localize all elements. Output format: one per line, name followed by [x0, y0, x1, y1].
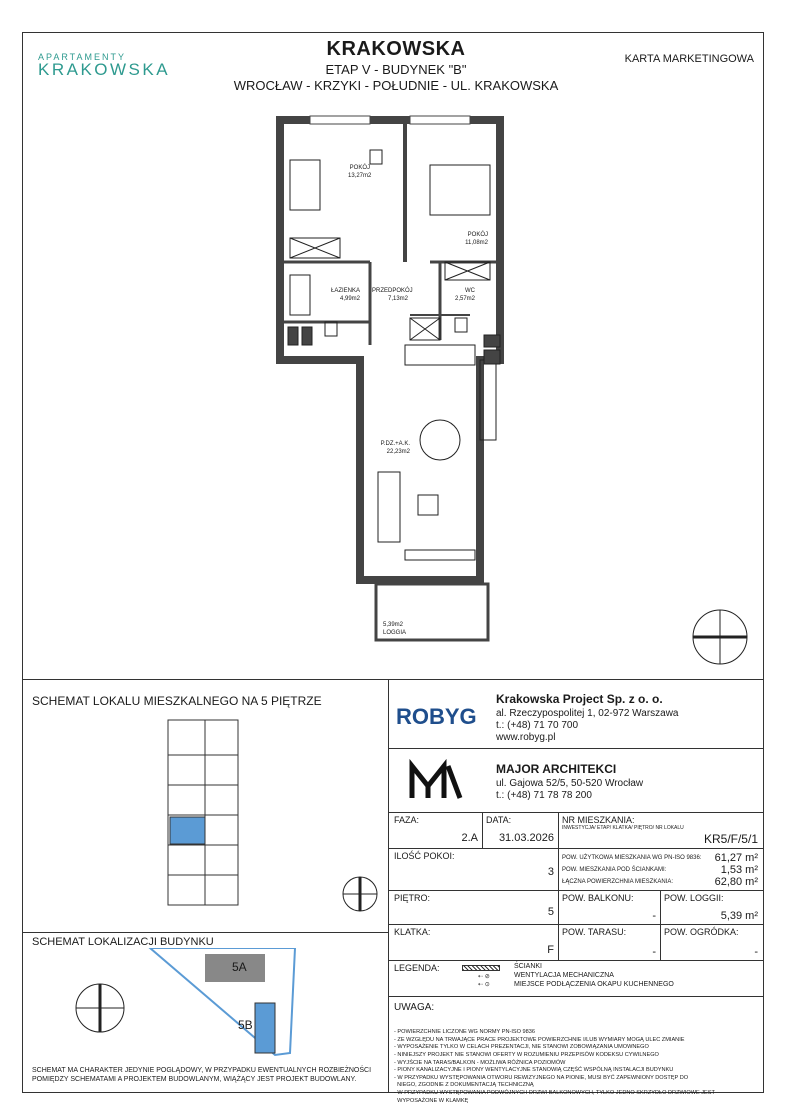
- section-divider: [388, 748, 764, 749]
- building-label-5b: 5B: [238, 1018, 253, 1032]
- legend-item: MIEJSCE PODŁĄCZENIA OKAPU KUCHENNEGO: [514, 981, 674, 988]
- laczna-value: 62,80 m²: [714, 876, 758, 888]
- room-label: ŁAZIENKA 4,99m2: [330, 288, 360, 302]
- pow-sciankami-value: 1,53 m²: [720, 864, 758, 876]
- grid-line: [558, 812, 559, 960]
- company2-address: ul. Gajowa 52/5, 50-520 Wrocław: [496, 778, 644, 789]
- company2-phone: t.: (+48) 71 78 78 200: [496, 790, 592, 801]
- taras-value: -: [652, 946, 656, 958]
- pietro-value: 5: [547, 906, 554, 918]
- logo-krakowska: KRAKOWSKA: [38, 60, 171, 79]
- ilosc-label: ILOŚĆ POKOI:: [394, 851, 455, 861]
- grid-line: [388, 812, 764, 813]
- balkon-label: POW. BALKONU:: [562, 893, 634, 903]
- balkon-value: -: [652, 910, 656, 922]
- ogrodek-value: -: [754, 946, 758, 958]
- wall-hatch-icon: [462, 965, 500, 971]
- faza-label: FAZA:: [394, 815, 420, 825]
- compass-icon: [693, 610, 747, 664]
- grid-line: [482, 812, 483, 848]
- legend-item: ŚCIANKI: [514, 963, 543, 970]
- schemat-lokalizacji-title: SCHEMAT LOKALIZACJI BUDYNKU: [32, 936, 214, 948]
- nr-label: NR MIESZKANIA:: [562, 815, 635, 825]
- compass-small-icon: [340, 874, 380, 914]
- grid-line: [660, 890, 661, 960]
- laczna-label: ŁĄCZNA POWIERZCHNIA MIESZKANIA:: [562, 879, 674, 885]
- grid-line: [388, 960, 764, 961]
- loggia-value: 5,39 m²: [720, 910, 758, 922]
- schemat-lokalu-title: SCHEMAT LOKALU MIESZKALNEGO NA 5 PIĘTRZE: [32, 694, 322, 708]
- room-label: PRZEDPOKÓJ 7,13m2: [372, 288, 413, 302]
- logo-apartamenty: APARTAMENTY: [38, 52, 127, 62]
- company1-name: Krakowska Project Sp. z o. o.: [496, 692, 663, 706]
- pow-sciankami-label: POW. MIESZKANIA POD ŚCIANKAMI:: [562, 867, 667, 873]
- pow-uzytk-label: POW. UŻYTKOWA MIESZKANIA WG PN-ISO 9836:: [562, 855, 702, 861]
- taras-label: POW. TARASU:: [562, 927, 627, 937]
- section-divider: [22, 932, 388, 933]
- data-value: 31.03.2026: [498, 832, 554, 844]
- legend-title: LEGENDA:: [394, 963, 440, 973]
- data-label: DATA:: [486, 815, 512, 825]
- pietro-label: PIĘTRO:: [394, 893, 431, 903]
- company2-name: MAJOR ARCHITEKCI: [496, 762, 617, 776]
- location-schema: [60, 948, 310, 1068]
- klatka-label: KLATKA:: [394, 927, 431, 937]
- grid-line: [388, 848, 764, 849]
- pow-uzytk-value: 61,27 m²: [714, 852, 758, 864]
- company1-address: al. Rzeczypospolitej 1, 02-972 Warszawa: [496, 708, 679, 719]
- nr-value: KR5/F/5/1: [703, 832, 758, 846]
- loggia-label: POW. LOGGII:: [664, 893, 724, 903]
- robyg-logo: ROBYG: [396, 704, 477, 729]
- building-label-5a: 5A: [232, 960, 247, 974]
- uwaga-title: UWAGA:: [394, 1002, 435, 1013]
- page-title: KRAKOWSKA: [326, 38, 466, 60]
- doc-type: KARTA MARKETINGOWA: [624, 53, 754, 65]
- section-divider: [22, 679, 764, 680]
- ogrodek-label: POW. OGRÓDKA:: [664, 927, 739, 937]
- room-label: POKÓJ 11,08m2: [465, 232, 488, 246]
- ilosc-value: 3: [547, 866, 554, 878]
- grid-line: [388, 890, 764, 891]
- room-label: WC 2,57m2: [455, 288, 476, 302]
- ventilation-icon: ⇠ ⊘: [478, 974, 490, 980]
- disclaimer: SCHEMAT MA CHARAKTER JEDYNIE POGLĄDOWY, W PRZYPADKU EWENTUALNYCH ROZBIEŻNOŚCI POMIĘDZY SCHEMATAMI A PROJEKTEM BUDOWLANYM, WIĄŻĄCY JEST PROJEKT BUDOWLANY.: [32, 1067, 372, 1083]
- room-label: 5,39m2 LOGGIA: [383, 622, 407, 636]
- grid-line: [388, 924, 764, 925]
- page-location: WROCŁAW - KRZYKI - POŁUDNIE - UL. KRAKOWSKA: [233, 78, 559, 93]
- major-logo-icon: [408, 756, 464, 802]
- company1-phone: t.: (+48) 71 70 700: [496, 720, 579, 731]
- company1-web: www.robyg.pl: [496, 732, 556, 743]
- nr-sub: INWESTYCJA/ ETAP/ KLATKA/ PIĘTRO/ NR LOKALU: [562, 825, 684, 831]
- page-subtitle: ETAP V - BUDYNEK "B": [325, 62, 467, 77]
- room-label: POKÓJ 13,27m2: [348, 165, 372, 179]
- uwaga-notes: - POWIERZCHNIE LICZONE WG NORMY PN-ISO 9836 - ZE WZGLĘDU NA TRWAJĄCE PRACE PROJEKTOWE POWIERZCHNIE I/LUB WYMIARY MOGĄ ULEC ZMIANIE - WYPOSAŻENIE TYLKO W CELACH PREZENTACJI, NIE STANOWI ZOBOWIĄZANIA UMOWNEGO - NINIEJSZY PROJEKT NIE STANOWI OFERTY W ROZUMIENIU PRZEPISÓW KODEKSU CYWILNEGO - WYJŚCIE NA TARAS/BALKON - MOŻLIWA RÓŻNICA POZIOMÓW - PIONY KANALIZACYJNE I PIONY WENTYLACYJNE STANOWIĄ CZĘŚĆ WSPÓLNĄ INSTALACJI BUDYNKU - W PRZYPADKU WYSTĘPOWANIA OTWORU REWIZYJNEGO NA PIONIE, MUSI BYĆ ZAPEWNIONY DOSTĘP DO NIEGO, ZGODNIE Z DOKUMENTACJĄ TECHNICZNĄ - W PRZYPADKU WYSTĘPOWANIA PODWÓJNYCH DRZWI BALKONOWYCH, TYLKO JEDNO SKRZYDŁO DRZWIOWE JEST WYPOSAŻONE W KLAMKĘ: [394, 1029, 715, 1104]
- klatka-value: F: [547, 944, 554, 956]
- room-label: P.DZ.+A.K. 22,23m2: [380, 441, 410, 455]
- grid-line: [388, 996, 764, 997]
- floor-schema: [160, 715, 250, 910]
- hood-icon: ⇠ ⊙: [478, 982, 490, 988]
- faza-value: 2.A: [461, 832, 478, 844]
- legend-item: WENTYLACJA MECHANICZNA: [514, 972, 614, 979]
- column-divider: [388, 679, 389, 1093]
